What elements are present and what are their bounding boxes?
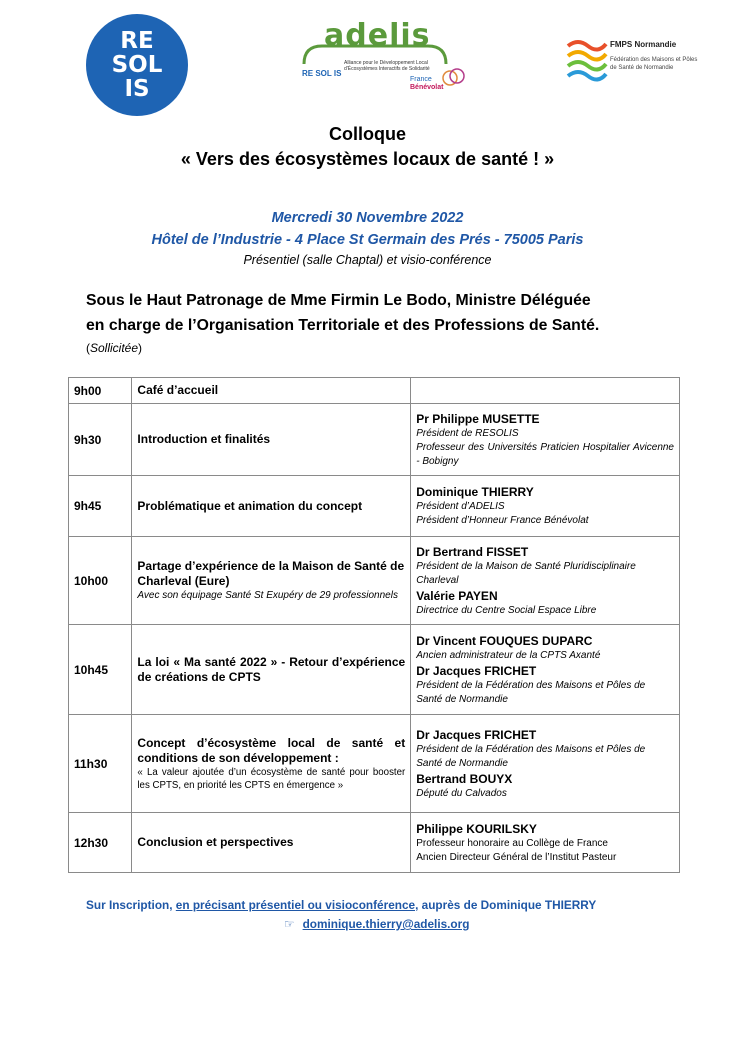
speaker-name: Dr Jacques FRICHET	[416, 663, 537, 678]
speaker-role: Président de RESOLIS	[416, 427, 519, 439]
table-row	[69, 625, 680, 715]
agenda-topic	[132, 537, 411, 625]
table-row	[69, 813, 680, 873]
speaker-role: Président de la Fédération des Maisons et Pôles de Santé de Normandie	[416, 679, 646, 705]
agenda-time: 10h00	[69, 537, 132, 625]
topic-title: Café d’accueil	[137, 383, 219, 397]
speaker-role: Président d’Honneur France Bénévolat	[416, 515, 589, 526]
table-row	[69, 476, 680, 537]
fmps-logo	[566, 38, 706, 98]
page-title	[0, 122, 735, 172]
patronage-status-text: Sollicitée	[90, 341, 139, 355]
speaker-role: Ancien Directeur Général de l’Institut Pasteur	[416, 851, 617, 863]
agenda-topic	[132, 476, 411, 537]
agenda-speakers	[411, 625, 680, 715]
registration-mode-link[interactable]: en précisant présentiel ou visioconférence,	[175, 898, 419, 912]
topic-title: Concept d’écosystème local de santé et conditions de son développement :	[137, 735, 406, 765]
agenda-topic	[132, 404, 411, 476]
header-logos	[0, 0, 735, 120]
france-benevolat-line: Bénévolat	[410, 84, 444, 91]
topic-title: Conclusion et perspectives	[137, 835, 294, 849]
agenda-speakers	[411, 404, 680, 476]
patronage-status: (Sollicitée)	[86, 341, 143, 355]
agenda-topic	[132, 378, 411, 404]
topic-description: « La valeur ajoutée d’un écosystème de santé pour booster les CPTS, en priorité les CPTS en émergence »	[137, 766, 406, 791]
adelis-wordmark: adelis	[324, 18, 431, 53]
agenda-time: 12h30	[69, 813, 132, 873]
event-date: Mercredi 30 Novembre 2022	[271, 210, 464, 226]
speaker-name: Pr Philippe MUSETTE	[416, 411, 540, 426]
event-place: Hôtel de l’Industrie - 4 Place St Germain des Prés - 75005 Paris	[151, 232, 584, 248]
adelis-tagline: Alliance pour le Développement Local d'Écosystèmes Interactifs de Solidarité	[344, 60, 430, 72]
registration-email-line	[284, 917, 469, 931]
table-row	[69, 715, 680, 813]
speaker-name: Dr Jacques FRICHET	[416, 727, 537, 742]
patronage	[86, 288, 666, 338]
speaker-role: Président de la Maison de Santé Pluridisciplinaire Charleval	[416, 560, 636, 586]
heart-icon	[442, 66, 466, 90]
agenda-speakers	[411, 537, 680, 625]
france-benevolat-logo	[410, 76, 443, 92]
resolis-logo	[86, 14, 188, 116]
speaker-name: Bertrand BOUYX	[416, 771, 513, 786]
speaker-name: Philippe KOURILSKY	[416, 821, 537, 836]
agenda-topic	[132, 813, 411, 873]
pointing-hand-icon: ☞	[284, 917, 295, 931]
speaker-role: Professeur honoraire au Collège de France	[416, 837, 608, 849]
table-row	[69, 537, 680, 625]
fmps-wave-icon	[566, 38, 608, 82]
fmps-subtitle: Fédération des Maisons et Pôles de Santé de Normandie	[610, 57, 698, 71]
table-row	[69, 404, 680, 476]
speaker-name: Dr Bertrand FISSET	[416, 544, 529, 559]
agenda-table	[68, 377, 680, 873]
topic-title: Introduction et finalités	[137, 432, 271, 446]
agenda-speakers	[411, 378, 680, 404]
resolis-logo-line: RE	[120, 28, 154, 54]
title-line-1: Colloque	[329, 124, 406, 144]
email-link[interactable]: dominique.thierry@adelis.org	[302, 917, 470, 931]
topic-title: Partage d’expérience de la Maison de Santé de Charleval (Eure)	[137, 559, 405, 588]
speaker-role: Professeur des Universités Praticien Hospitalier Avicenne - Bobigny	[416, 441, 674, 467]
agenda-time: 11h30	[69, 715, 132, 813]
agenda-time: 9h00	[69, 378, 132, 404]
speaker-name: Dr Vincent FOUQUES DUPARC	[416, 633, 593, 648]
event-info	[0, 207, 735, 269]
adelis-logo	[292, 18, 472, 108]
speaker-name: Valérie PAYEN	[416, 588, 498, 603]
agenda-topic	[132, 715, 411, 813]
agenda-speakers	[411, 715, 680, 813]
agenda-speakers	[411, 813, 680, 873]
speaker-role: Député du Calvados	[416, 787, 507, 799]
patronage-line-1: Sous le Haut Patronage de Mme Firmin Le Bodo, Ministre Déléguée	[86, 292, 591, 309]
title-line-2: « Vers des écosystèmes locaux de santé ! »	[180, 149, 555, 169]
topic-description: Avec son équipage Santé St Exupéry de 29 professionnels	[137, 590, 398, 601]
topic-title: La loi « Ma santé 2022 » - Retour d’expérience de créations de CPTS	[137, 654, 406, 684]
agenda-speakers	[411, 476, 680, 537]
registration-text-part: Sur Inscription,	[86, 898, 176, 912]
patronage-line-2: en charge de l’Organisation Territoriale et des Professions de Santé.	[86, 317, 600, 334]
topic-title: Problématique et animation du concept	[137, 498, 363, 513]
agenda-time: 10h45	[69, 625, 132, 715]
speaker-name: Dominique THIERRY	[416, 485, 534, 499]
agenda-time: 9h45	[69, 476, 132, 537]
registration-text-part: auprès de Dominique THIERRY	[418, 898, 597, 912]
speaker-role: Président d’ADELIS	[416, 501, 505, 512]
resolis-logo-line: IS	[124, 76, 150, 102]
speaker-role: Directrice du Centre Social Espace Libre	[416, 604, 597, 616]
agenda-topic	[132, 625, 411, 715]
event-mode: Présentiel (salle Chaptal) et visio-conférence	[243, 253, 492, 267]
france-benevolat-line: France	[410, 76, 432, 83]
speaker-role: Président de la Fédération des Maisons et Pôles de Santé de Normandie	[416, 743, 646, 769]
registration-text	[86, 898, 596, 912]
fmps-title: FMPS Normandie	[610, 40, 677, 49]
table-row	[69, 378, 680, 404]
resolis-logo-line: SOL	[111, 52, 163, 78]
mini-resolis-logo: RE SOL IS	[302, 69, 342, 78]
agenda-time: 9h30	[69, 404, 132, 476]
speaker-role: Ancien administrateur de la CPTS Axanté	[416, 649, 601, 661]
